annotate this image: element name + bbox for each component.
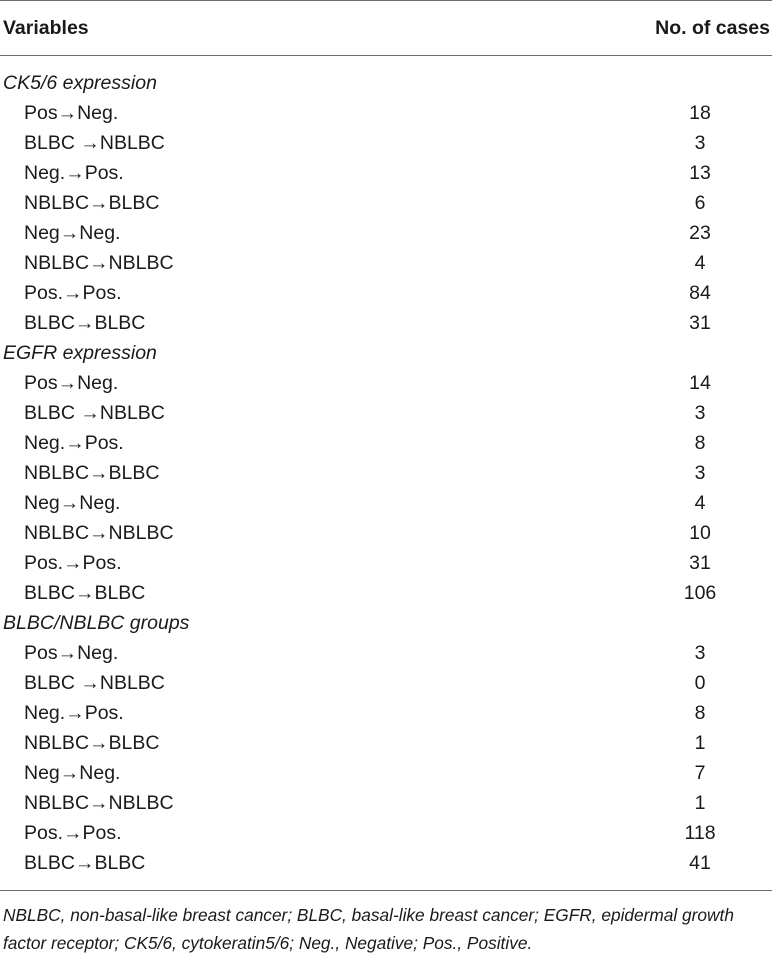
row-value: 4 xyxy=(694,252,706,274)
table-row xyxy=(0,488,772,518)
row-label: Neg→Neg. xyxy=(24,492,121,514)
row-label: BLBC→BLBC xyxy=(24,582,146,604)
table-row xyxy=(0,458,772,488)
table-row xyxy=(0,428,772,458)
row-label: NBLBC→BLBC xyxy=(24,192,160,214)
row-label: Neg.→Pos. xyxy=(24,702,124,724)
table-row xyxy=(0,188,772,218)
row-label: BLBC→BLBC xyxy=(24,312,146,334)
table-row xyxy=(0,788,772,818)
row-label: Pos→Neg. xyxy=(24,642,119,664)
table-row xyxy=(0,578,772,608)
table-row xyxy=(0,218,772,248)
bottom-rule xyxy=(0,890,772,891)
row-label: BLBC→BLBC xyxy=(24,852,146,874)
row-label: NBLBC→BLBC xyxy=(24,732,160,754)
row-label: Pos→Neg. xyxy=(24,102,119,124)
table-row xyxy=(0,308,772,338)
header-variables: Variables xyxy=(3,17,89,39)
table-row xyxy=(0,848,772,878)
table-row xyxy=(0,728,772,758)
table-row xyxy=(0,128,772,158)
row-value: 118 xyxy=(684,822,716,844)
table-row xyxy=(0,638,772,668)
row-label: BLBC →NBLBC xyxy=(24,672,165,694)
table-row xyxy=(0,98,772,128)
row-value: 0 xyxy=(694,672,706,694)
row-value: 13 xyxy=(689,162,711,184)
row-label: Neg.→Pos. xyxy=(24,162,124,184)
table-body xyxy=(0,68,772,878)
row-value: 106 xyxy=(683,582,717,604)
row-value: 1 xyxy=(694,732,706,754)
row-label: Pos.→Pos. xyxy=(24,822,122,844)
row-value: 23 xyxy=(689,222,711,244)
row-value: 4 xyxy=(694,492,706,514)
table-row xyxy=(0,668,772,698)
row-value: 31 xyxy=(689,552,711,574)
row-label: NBLBC→NBLBC xyxy=(24,792,174,814)
table-row xyxy=(0,278,772,308)
row-value: 1 xyxy=(694,792,706,814)
table-row xyxy=(0,368,772,398)
table-row xyxy=(0,818,772,848)
row-value: 8 xyxy=(694,432,706,454)
row-label: BLBC →NBLBC xyxy=(24,402,165,424)
row-label: NBLBC→BLBC xyxy=(24,462,160,484)
header-cases: No. of cases xyxy=(655,17,770,39)
table-row xyxy=(0,548,772,578)
row-label: Neg.→Pos. xyxy=(24,432,124,454)
row-value: 31 xyxy=(689,312,711,334)
row-value: 6 xyxy=(694,192,706,214)
table-row xyxy=(0,518,772,548)
row-label: NBLBC→NBLBC xyxy=(24,252,174,274)
row-value: 8 xyxy=(694,702,706,724)
group-title-egfr: EGFR expression xyxy=(3,342,157,364)
row-label: Pos.→Pos. xyxy=(24,282,122,304)
row-value: 41 xyxy=(689,852,711,874)
row-value: 3 xyxy=(694,132,706,154)
header-rule xyxy=(0,55,772,56)
table-footnote: NBLBC, non-basal-like breast cancer; BLBC, basal-like breast cancer; EGFR, epidermal growth factor receptor; CK5/6, cytokeratin5/6; Neg., Negative; Pos., Positive. xyxy=(3,905,734,953)
row-label: BLBC →NBLBC xyxy=(24,132,165,154)
row-label: NBLBC→NBLBC xyxy=(24,522,174,544)
row-value: 3 xyxy=(694,642,706,664)
group-title-blbc-nblbc: BLBC/NBLBC groups xyxy=(3,612,190,634)
row-value: 7 xyxy=(694,762,706,784)
row-label: Pos→Neg. xyxy=(24,372,119,394)
table-row xyxy=(0,248,772,278)
row-value: 18 xyxy=(689,102,711,124)
table-row xyxy=(0,698,772,728)
row-label: Neg→Neg. xyxy=(24,222,121,244)
row-value: 84 xyxy=(689,282,711,304)
table-row xyxy=(0,158,772,188)
row-value: 14 xyxy=(689,372,711,394)
table-row xyxy=(0,398,772,428)
row-label: Pos.→Pos. xyxy=(24,552,122,574)
table-row xyxy=(0,758,772,788)
row-value: 10 xyxy=(689,522,711,544)
row-value: 3 xyxy=(694,462,706,484)
group-title-ck56: CK5/6 expression xyxy=(3,72,157,94)
row-value: 3 xyxy=(694,402,706,424)
row-label: Neg→Neg. xyxy=(24,762,121,784)
table-header xyxy=(0,0,772,55)
